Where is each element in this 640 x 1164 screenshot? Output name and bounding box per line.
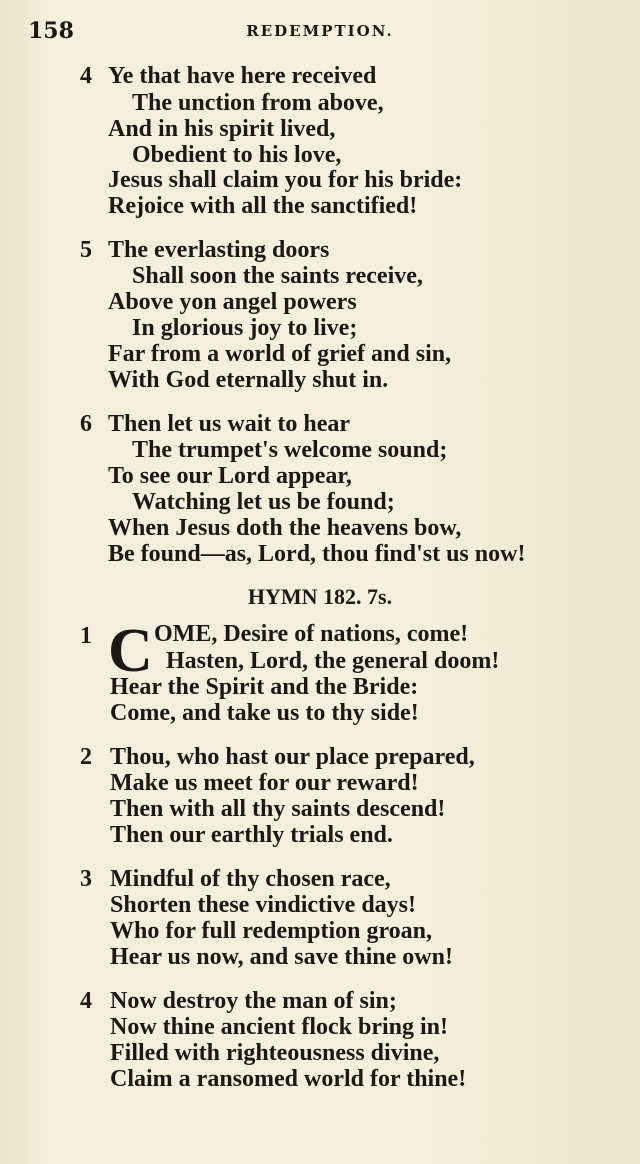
running-head (28, 18, 612, 48)
running-title: REDEMPTION. (246, 22, 394, 40)
verse-line: Thou, who hast our place prepared, (110, 744, 475, 770)
hymn-title: HYMN 182. 7s. (247, 584, 393, 609)
verse-line: To see our Lord appear, (108, 463, 352, 489)
stanza-number: 1 (80, 623, 92, 649)
stanza-number: 5 (80, 237, 92, 263)
verse-line: In glorious joy to live; (132, 315, 358, 341)
page-number: 158 (28, 18, 74, 44)
verse-line: Make us meet for our reward! (110, 770, 419, 796)
verse-line: Shorten these vindictive days! (110, 892, 416, 918)
stanza-number: 2 (80, 744, 92, 770)
verse-line: Far from a world of grief and sin, (108, 341, 452, 367)
verse-line: The everlasting doors (108, 237, 330, 263)
verse-line: Then let us wait to hear (108, 411, 350, 437)
verse-line: And in his spirit lived, (108, 116, 336, 142)
verse-line: Shall soon the saints receive, (132, 263, 423, 289)
verse-line: Filled with righteousness divine, (110, 1040, 440, 1066)
verse-line: Claim a ransomed world for thine! (110, 1066, 467, 1092)
verse-line: When Jesus doth the heavens bow, (108, 515, 462, 541)
verse-line: Mindful of thy chosen race, (110, 866, 391, 892)
stanza-number: 4 (80, 63, 92, 89)
stanza-number: 4 (80, 988, 92, 1014)
verse-line: With God eternally shut in. (108, 367, 389, 393)
verse-line: The unction from above, (132, 90, 384, 116)
stanza-number: 3 (80, 866, 92, 892)
verse-line: Watching let us be found; (132, 489, 395, 515)
verse-line: Hear the Spirit and the Bride: (110, 674, 419, 700)
verse-line: Hasten, Lord, the general doom! (166, 648, 500, 674)
verse-line: Jesus shall claim you for his bride: (108, 167, 463, 193)
stanza-number: 6 (80, 411, 92, 437)
verse-line: Ye that have here received (108, 63, 377, 89)
verse-line: Obedient to his love, (132, 142, 342, 168)
verse-line: Be found—as, Lord, thou find'st us now! (108, 541, 526, 567)
verse-line: Rejoice with all the sanctified! (108, 193, 418, 219)
verse-line: Then our earthly trials end. (110, 822, 393, 848)
verse-line: Now thine ancient flock bring in! (110, 1014, 449, 1040)
verse-line: Hear us now, and save thine own! (110, 944, 453, 970)
verse-line: Now destroy the man of sin; (110, 988, 397, 1014)
drop-cap: C (108, 617, 153, 685)
verse-line: Who for full redemption groan, (110, 918, 433, 944)
verse-line: Then with all thy saints descend! (110, 796, 446, 822)
verse-line: OME, Desire of nations, come! (154, 621, 469, 647)
verse-line: Come, and take us to thy side! (110, 700, 419, 726)
verse-line: Above yon angel powers (108, 289, 357, 315)
verse-line: The trumpet's welcome sound; (132, 437, 448, 463)
